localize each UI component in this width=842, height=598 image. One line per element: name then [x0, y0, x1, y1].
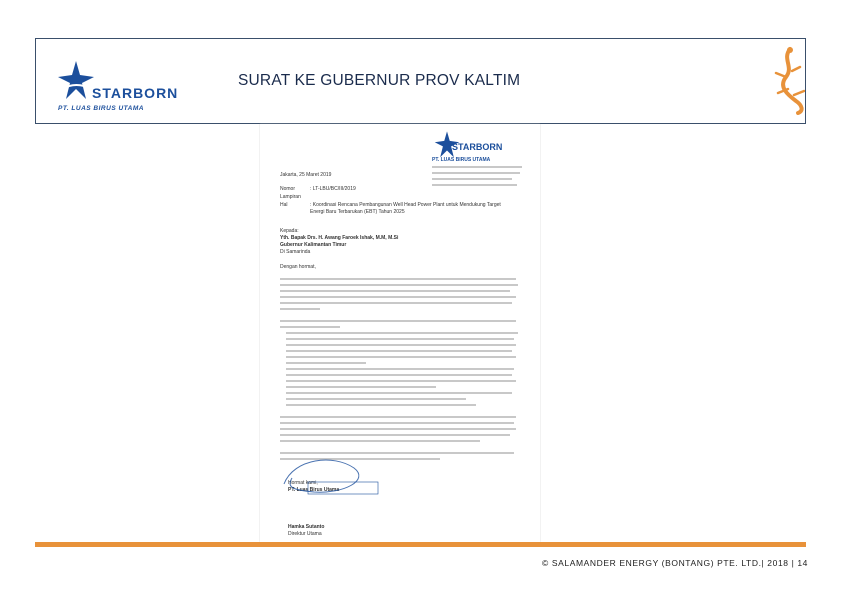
- salamander-logo-icon: [768, 45, 806, 115]
- letter-body: [280, 278, 520, 464]
- company-address-line: [432, 184, 517, 186]
- starborn-logo-icon: [56, 59, 96, 103]
- company-address-line: [432, 172, 520, 174]
- recipient-name: Yth. Bapak Drs. H. Awang Faroek Ishak, M.M, M.Si: [280, 235, 399, 241]
- doc-company: PT. LUAS BIRUS UTAMA: [432, 157, 491, 163]
- letter-date: Jakarta, 25 Maret 2019: [280, 172, 332, 178]
- hal-label: Hal: [280, 202, 288, 208]
- nomor-value: : LT-LBU/BC/III/2019: [310, 186, 356, 192]
- signature-stamp: [274, 454, 384, 500]
- footer-copyright: © SALAMANDER ENERGY (BONTANG) PTE. LTD.| 2018 | 14: [542, 558, 808, 568]
- signer-name: Hamka Sutanto: [288, 524, 325, 530]
- footer-accent-bar: [35, 542, 806, 547]
- letter-document: [260, 124, 540, 542]
- company-address-line: [432, 178, 512, 180]
- nomor-label: Nomor: [280, 186, 296, 192]
- greeting: Dengan hormat,: [280, 264, 316, 270]
- page-title: SURAT KE GUBERNUR PROV KALTIM: [238, 72, 521, 89]
- doc-brand: STARBORN: [452, 142, 503, 152]
- logo-brand: STARBORN: [92, 85, 179, 101]
- starborn-logo: [56, 59, 179, 112]
- signer-title: Direktur Utama: [288, 531, 322, 537]
- kepada-label: Kepada:: [280, 228, 299, 234]
- recipient-city: Di Samarinda: [280, 249, 311, 255]
- lampiran-label: Lampiran: [280, 194, 301, 200]
- closing: Hormat kami,: [288, 480, 318, 486]
- hal-value: : Koordinasi Rencana Pembangunan Well Head Power Plant untuk Mendukung Target Energi Baru Terbarukan (EBT) Tahun 2025: [310, 202, 501, 215]
- closing-company: PT. Luas Birus Utama: [288, 487, 340, 493]
- logo-subtitle: PT. LUAS BIRUS UTAMA: [58, 105, 144, 112]
- slide-header: [35, 38, 806, 124]
- recipient-title: Gubernur Kalimantan Timur: [280, 242, 347, 248]
- company-address-line: [432, 166, 522, 168]
